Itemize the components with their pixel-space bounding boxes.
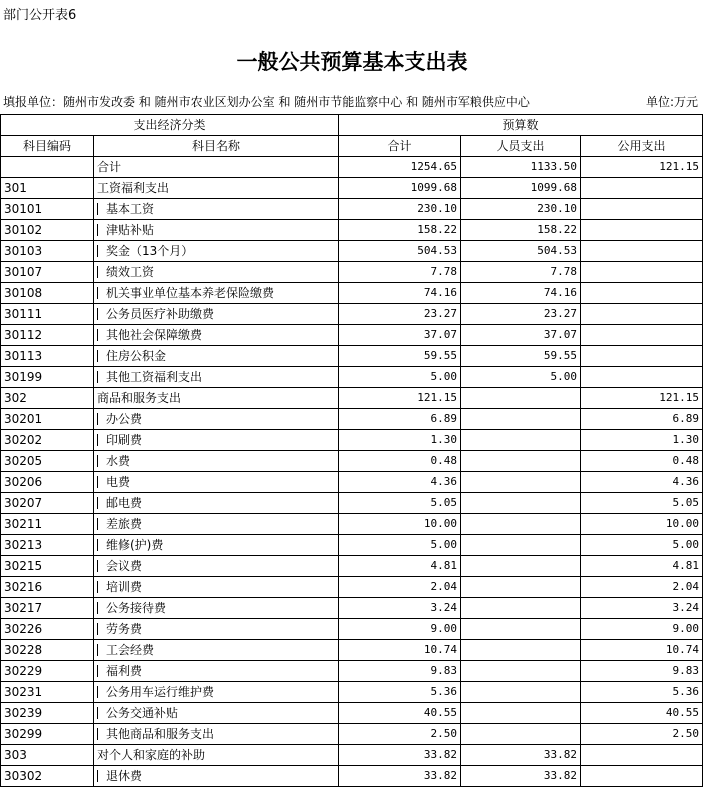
- row-total-cell: 33.82: [339, 766, 461, 787]
- row-code-cell: 30108: [1, 283, 94, 304]
- table-body: [1, 157, 703, 787]
- table-row: [1, 388, 703, 409]
- row-total-cell: 74.16: [339, 283, 461, 304]
- row-public-cell: [581, 766, 703, 787]
- row-code-cell: 30205: [1, 451, 94, 472]
- row-name-cell: 邮电费: [94, 493, 339, 514]
- row-personnel-cell: 230.10: [461, 199, 581, 220]
- row-total-cell: 0.48: [339, 451, 461, 472]
- table-row: [1, 745, 703, 766]
- row-name-cell: 培训费: [94, 577, 339, 598]
- row-personnel-cell: [461, 451, 581, 472]
- table-row: [1, 367, 703, 388]
- row-personnel-cell: 33.82: [461, 745, 581, 766]
- row-code-cell: 30216: [1, 577, 94, 598]
- row-personnel-cell: 37.07: [461, 325, 581, 346]
- row-personnel-cell: [461, 661, 581, 682]
- row-personnel-cell: [461, 619, 581, 640]
- row-public-cell: 2.04: [581, 577, 703, 598]
- row-personnel-cell: 504.53: [461, 241, 581, 262]
- table-row: [1, 346, 703, 367]
- row-total-cell: 121.15: [339, 388, 461, 409]
- header-name: 科目名称: [94, 136, 339, 157]
- row-total-cell: 2.04: [339, 577, 461, 598]
- row-code-cell: 30206: [1, 472, 94, 493]
- row-personnel-cell: [461, 472, 581, 493]
- row-total-cell: 1099.68: [339, 178, 461, 199]
- row-total-cell: 5.00: [339, 535, 461, 556]
- row-name-cell: 公务员医疗补助缴费: [94, 304, 339, 325]
- table-row: [1, 409, 703, 430]
- row-personnel-cell: [461, 577, 581, 598]
- row-code-cell: 30202: [1, 430, 94, 451]
- currency-unit-label: 单位:万元: [645, 95, 698, 109]
- page-title: 一般公共预算基本支出表: [236, 49, 468, 74]
- row-personnel-cell: [461, 598, 581, 619]
- row-public-cell: 4.36: [581, 472, 703, 493]
- row-public-cell: [581, 745, 703, 766]
- row-public-cell: [581, 199, 703, 220]
- row-name-cell: 对个人和家庭的补助: [94, 745, 339, 766]
- row-public-cell: [581, 241, 703, 262]
- table-row: [1, 598, 703, 619]
- row-name-cell: 基本工资: [94, 199, 339, 220]
- table-row: [1, 283, 703, 304]
- row-personnel-cell: [461, 388, 581, 409]
- row-public-cell: 5.00: [581, 535, 703, 556]
- table-row: [1, 724, 703, 745]
- row-total-cell: 9.00: [339, 619, 461, 640]
- row-total-cell: 6.89: [339, 409, 461, 430]
- header-public: 公用支出: [581, 136, 703, 157]
- row-code-cell: 30228: [1, 640, 94, 661]
- column-header-row: [1, 136, 703, 157]
- row-total-cell: 37.07: [339, 325, 461, 346]
- row-total-cell: 10.00: [339, 514, 461, 535]
- row-public-cell: 2.50: [581, 724, 703, 745]
- row-public-cell: 6.89: [581, 409, 703, 430]
- row-code-cell: 30215: [1, 556, 94, 577]
- table-row: [1, 514, 703, 535]
- reporting-unit-text: 填报单位：随州市发改委 和 随州市农业区划办公室 和 随州市节能监察中心 和 随州市军粮供应中心: [3, 95, 530, 109]
- row-name-cell: 水费: [94, 451, 339, 472]
- table-row: [1, 262, 703, 283]
- row-personnel-cell: [461, 409, 581, 430]
- group-header-economic-class: 支出经济分类: [1, 115, 339, 136]
- row-personnel-cell: [461, 430, 581, 451]
- row-personnel-cell: [461, 682, 581, 703]
- row-name-cell: 电费: [94, 472, 339, 493]
- row-code-cell: 30302: [1, 766, 94, 787]
- row-name-cell: 公务接待费: [94, 598, 339, 619]
- table-row: [1, 577, 703, 598]
- row-total-cell: 4.36: [339, 472, 461, 493]
- row-code-cell: 30211: [1, 514, 94, 535]
- row-total-cell: 4.81: [339, 556, 461, 577]
- row-total-cell: 3.24: [339, 598, 461, 619]
- table-row: [1, 325, 703, 346]
- row-total-cell: 5.00: [339, 367, 461, 388]
- row-name-cell: 机关事业单位基本养老保险缴费: [94, 283, 339, 304]
- row-personnel-cell: [461, 514, 581, 535]
- row-total-cell: 230.10: [339, 199, 461, 220]
- row-name-cell: 公务交通补贴: [94, 703, 339, 724]
- group-header-budget: 预算数: [339, 115, 703, 136]
- table-number-label: 部门公开表6: [3, 8, 77, 23]
- row-code-cell: 30112: [1, 325, 94, 346]
- row-code-cell: 30111: [1, 304, 94, 325]
- row-total-cell: 7.78: [339, 262, 461, 283]
- row-personnel-cell: [461, 703, 581, 724]
- row-personnel-cell: [461, 556, 581, 577]
- row-code-cell: 30226: [1, 619, 94, 640]
- row-name-cell: 公务用车运行维护费: [94, 682, 339, 703]
- row-code-cell: 30231: [1, 682, 94, 703]
- table-row: [1, 535, 703, 556]
- row-public-cell: 10.00: [581, 514, 703, 535]
- table-row: [1, 304, 703, 325]
- row-public-cell: [581, 262, 703, 283]
- row-code-cell: 30103: [1, 241, 94, 262]
- table-row: [1, 661, 703, 682]
- row-total-cell: 33.82: [339, 745, 461, 766]
- row-name-cell: 劳务费: [94, 619, 339, 640]
- row-name-cell: 其他社会保障缴费: [94, 325, 339, 346]
- row-public-cell: 1.30: [581, 430, 703, 451]
- row-code-cell: 30107: [1, 262, 94, 283]
- row-public-cell: [581, 325, 703, 346]
- row-name-cell: 其他商品和服务支出: [94, 724, 339, 745]
- row-code-cell: 30207: [1, 493, 94, 514]
- row-public-cell: 3.24: [581, 598, 703, 619]
- row-name-cell: 退休费: [94, 766, 339, 787]
- row-personnel-cell: 158.22: [461, 220, 581, 241]
- row-public-cell: [581, 346, 703, 367]
- row-personnel-cell: 7.78: [461, 262, 581, 283]
- row-total-cell: 1254.65: [339, 157, 461, 178]
- row-name-cell: 合计: [94, 157, 339, 178]
- table-row: [1, 430, 703, 451]
- row-code-cell: 30213: [1, 535, 94, 556]
- table-row: [1, 703, 703, 724]
- row-code-cell: 303: [1, 745, 94, 766]
- row-name-cell: 会议费: [94, 556, 339, 577]
- row-public-cell: 5.36: [581, 682, 703, 703]
- row-personnel-cell: 5.00: [461, 367, 581, 388]
- row-personnel-cell: [461, 640, 581, 661]
- row-code-cell: 301: [1, 178, 94, 199]
- row-name-cell: 差旅费: [94, 514, 339, 535]
- table-row: [1, 682, 703, 703]
- row-total-cell: 1.30: [339, 430, 461, 451]
- row-code-cell: 30229: [1, 661, 94, 682]
- row-public-cell: 9.83: [581, 661, 703, 682]
- row-public-cell: 5.05: [581, 493, 703, 514]
- row-public-cell: [581, 367, 703, 388]
- row-total-cell: 10.74: [339, 640, 461, 661]
- row-personnel-cell: 74.16: [461, 283, 581, 304]
- budget-table: [0, 114, 703, 787]
- row-public-cell: 40.55: [581, 703, 703, 724]
- row-code-cell: 30217: [1, 598, 94, 619]
- row-personnel-cell: 59.55: [461, 346, 581, 367]
- table-row: [1, 640, 703, 661]
- row-code-cell: 30113: [1, 346, 94, 367]
- row-public-cell: 0.48: [581, 451, 703, 472]
- row-personnel-cell: 1099.68: [461, 178, 581, 199]
- row-total-cell: 59.55: [339, 346, 461, 367]
- row-total-cell: 9.83: [339, 661, 461, 682]
- row-public-cell: 4.81: [581, 556, 703, 577]
- table-row: [1, 556, 703, 577]
- row-name-cell: 津贴补贴: [94, 220, 339, 241]
- table-row: [1, 199, 703, 220]
- row-code-cell: [1, 157, 94, 178]
- row-name-cell: 维修(护)费: [94, 535, 339, 556]
- row-public-cell: 9.00: [581, 619, 703, 640]
- table-row: [1, 451, 703, 472]
- row-total-cell: 2.50: [339, 724, 461, 745]
- row-total-cell: 23.27: [339, 304, 461, 325]
- row-total-cell: 5.05: [339, 493, 461, 514]
- row-public-cell: 121.15: [581, 157, 703, 178]
- row-name-cell: 印刷费: [94, 430, 339, 451]
- row-public-cell: [581, 304, 703, 325]
- group-header-row: [1, 115, 703, 136]
- row-name-cell: 奖金（13个月）: [94, 241, 339, 262]
- table-row: [1, 493, 703, 514]
- row-name-cell: 商品和服务支出: [94, 388, 339, 409]
- table-row: [1, 472, 703, 493]
- row-public-cell: 10.74: [581, 640, 703, 661]
- row-name-cell: 住房公积金: [94, 346, 339, 367]
- row-personnel-cell: [461, 535, 581, 556]
- table-row: [1, 178, 703, 199]
- row-personnel-cell: [461, 724, 581, 745]
- row-total-cell: 5.36: [339, 682, 461, 703]
- row-code-cell: 30299: [1, 724, 94, 745]
- row-code-cell: 30102: [1, 220, 94, 241]
- row-personnel-cell: 33.82: [461, 766, 581, 787]
- row-public-cell: [581, 220, 703, 241]
- header-code: 科目编码: [1, 136, 94, 157]
- row-code-cell: 302: [1, 388, 94, 409]
- row-public-cell: 121.15: [581, 388, 703, 409]
- row-personnel-cell: [461, 493, 581, 514]
- table-row: [1, 220, 703, 241]
- row-code-cell: 30239: [1, 703, 94, 724]
- header-personnel: 人员支出: [461, 136, 581, 157]
- table-row: [1, 241, 703, 262]
- row-personnel-cell: 23.27: [461, 304, 581, 325]
- row-total-cell: 504.53: [339, 241, 461, 262]
- row-name-cell: 其他工资福利支出: [94, 367, 339, 388]
- row-name-cell: 办公费: [94, 409, 339, 430]
- row-code-cell: 30201: [1, 409, 94, 430]
- row-name-cell: 福利费: [94, 661, 339, 682]
- table-row: [1, 157, 703, 178]
- header-total: 合计: [339, 136, 461, 157]
- row-name-cell: 绩效工资: [94, 262, 339, 283]
- table-row: [1, 619, 703, 640]
- row-total-cell: 40.55: [339, 703, 461, 724]
- row-name-cell: 工资福利支出: [94, 178, 339, 199]
- row-personnel-cell: 1133.50: [461, 157, 581, 178]
- row-name-cell: 工会经费: [94, 640, 339, 661]
- row-public-cell: [581, 178, 703, 199]
- row-total-cell: 158.22: [339, 220, 461, 241]
- row-code-cell: 30199: [1, 367, 94, 388]
- row-public-cell: [581, 283, 703, 304]
- table-row: [1, 766, 703, 787]
- row-code-cell: 30101: [1, 199, 94, 220]
